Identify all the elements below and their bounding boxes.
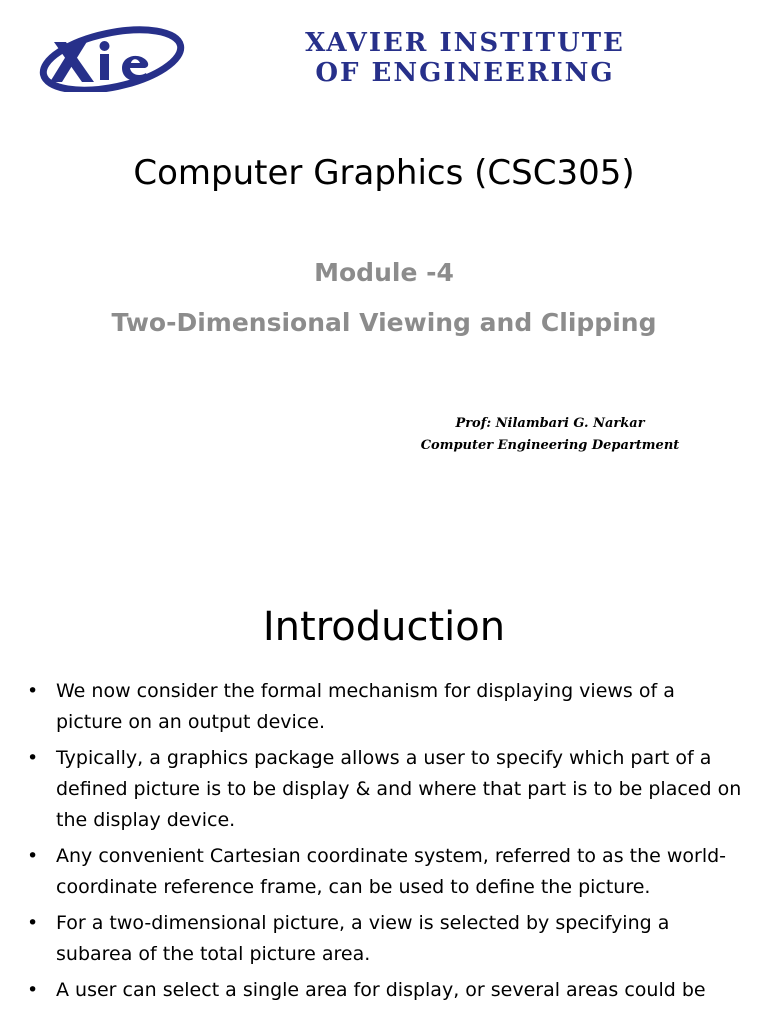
list-item <box>0 908 768 970</box>
bullet-icon: • <box>27 912 39 934</box>
introduction-slide <box>0 576 768 1024</box>
course-title: Computer Graphics (CSC305) <box>133 153 635 193</box>
bullet-text: We now consider the formal mechanism for displaying views of a picture on an output device. <box>56 680 675 733</box>
list-item <box>0 841 768 903</box>
list-item <box>0 975 768 1006</box>
bullet-text: Any convenient Cartesian coordinate system, referred to as the world-coordinate reference frame, can be used to define the picture. <box>56 845 727 898</box>
bullet-icon: • <box>27 845 39 867</box>
xie-logo-icon <box>36 22 186 92</box>
bullet-text: Typically, a graphics package allows a user to specify which part of a defined picture is to be display & and where that part is to be placed on the display device. <box>56 747 742 831</box>
author-block <box>390 413 710 457</box>
department-name: Computer Engineering Department <box>420 438 680 453</box>
bullet-list <box>0 676 768 1011</box>
bullet-text: For a two-dimensional picture, a view is selected by specifying a subarea of the total picture area. <box>56 912 670 965</box>
slide-title: Introduction <box>262 604 506 650</box>
bullet-icon: • <box>27 747 39 769</box>
list-item <box>0 676 768 738</box>
institute-name-line2: OF ENGINEERING <box>315 58 615 88</box>
list-item <box>0 743 768 836</box>
bullet-icon: • <box>27 680 39 702</box>
institute-name-line1: XAVIER INSTITUTE <box>305 28 625 58</box>
module-title: Two-Dimensional Viewing and Clipping <box>111 308 657 337</box>
bullet-icon: • <box>27 979 39 1001</box>
professor-name: Prof: Nilambari G. Narkar <box>455 416 645 431</box>
institute-name <box>205 28 725 88</box>
bullet-text: A user can select a single area for display, or several areas could be <box>56 979 706 1001</box>
module-number: Module -4 <box>314 258 454 287</box>
